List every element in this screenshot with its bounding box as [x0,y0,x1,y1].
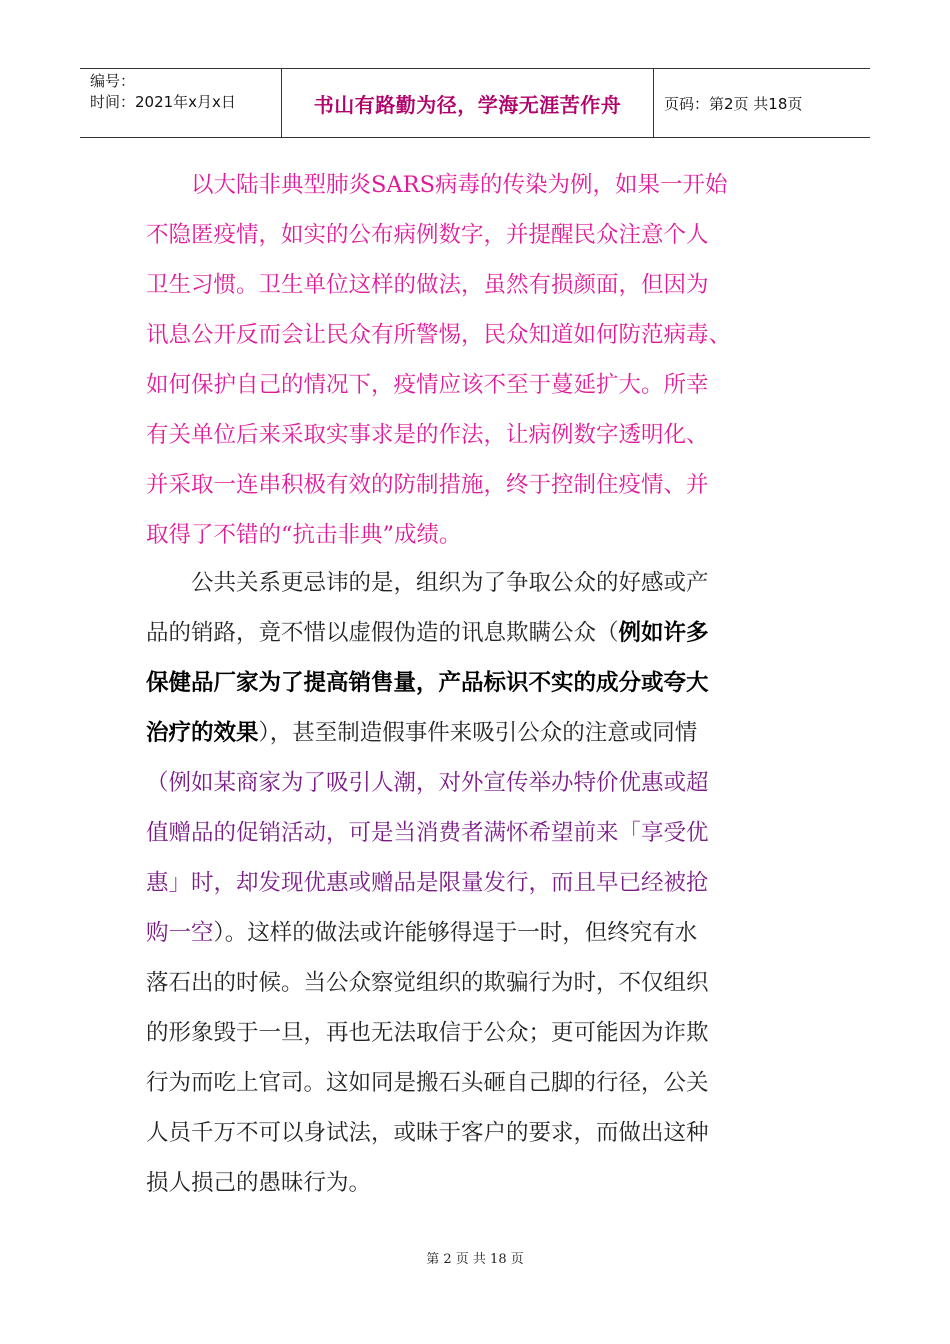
text-line: 落石出的时候。当公众察觉组织的欺骗行为时，不仅组织 [146,970,709,996]
date-label: 时间：2021年x月x日 [90,93,236,111]
purple-text-line: 值赠品的促销活动，可是当消费者满怀希望前来「享受优 [146,820,709,846]
text-line: 损人损己的愚昧行为。 [146,1170,372,1196]
text-run: ），甚至制造假事件来吸引公众的注意或同情 [258,720,698,746]
header-page-info: 页码：第2页 共18页 [664,94,803,113]
bold-text-line: 保健品厂家为了提高销售量，产品标识不实的成分或夸大 [146,670,709,696]
text-line: 不隐匿疫情，如实的公布病例数字，并提醒民众注意个人 [146,222,709,248]
purple-text-run: 购一空 [146,920,214,946]
text-line: 取得了不错的“抗击非典”成绩。 [146,522,462,548]
text-line [146,708,806,758]
paragraph-pr-taboo [146,558,806,1208]
text-line: 并采取一连串积极有效的防制措施，终于控制住疫情、并 [146,472,709,498]
text-line: 以大陆非典型肺炎SARS病毒的传染为例，如果一开始 [191,172,728,198]
paragraph-sars-example [146,160,806,560]
text-line: 行为而吃上官司。这如同是搬石头砸自己脚的行径，公关 [146,1070,709,1096]
text-line: 公共关系更忌讳的是，组织为了争取公众的好感或产 [191,570,709,596]
text-line: 讯息公开反而会让民众有所警惕，民众知道如何防范病毒、 [146,322,732,348]
text-line: 有关单位后来采取实事求是的作法，让病例数字透明化、 [146,422,709,448]
page-footer: 第 2 页 共 18 页 [426,1252,524,1267]
purple-text-line: （例如某商家为了吸引人潮，对外宣传举办特价优惠或超 [146,770,709,796]
page-header [80,68,870,138]
text-line: 人员千万不可以身试法，或昧于客户的要求，而做出这种 [146,1120,709,1146]
header-motto: 书山有路勤为径，学海无涯苦作舟 [282,69,654,137]
text-line [146,908,806,958]
bold-text-run: 例如许多 [618,620,709,646]
bold-text-run: 治疗的效果 [146,720,259,746]
header-meta [80,69,282,137]
text-line: 的形象毁于一旦，再也无法取信于公众；更可能因为诈欺 [146,1020,709,1046]
purple-text-line: 惠」时，却发现优惠或赠品是限量发行，而且早已经被抢 [146,870,709,896]
text-line: 如何保护自己的情况下，疫情应该不至于蔓延扩大。所幸 [146,372,709,398]
text-run: ）。这样的做法或许能够得逞于一时，但终究有水 [213,920,698,946]
text-run: 品的销路，竟不惜以虚假伪造的讯息欺瞒公众（ [146,620,619,646]
text-line: 卫生习惯。卫生单位这样的做法，虽然有损颜面，但因为 [146,272,709,298]
text-line [146,608,806,658]
number-label: 编号： [90,72,136,90]
